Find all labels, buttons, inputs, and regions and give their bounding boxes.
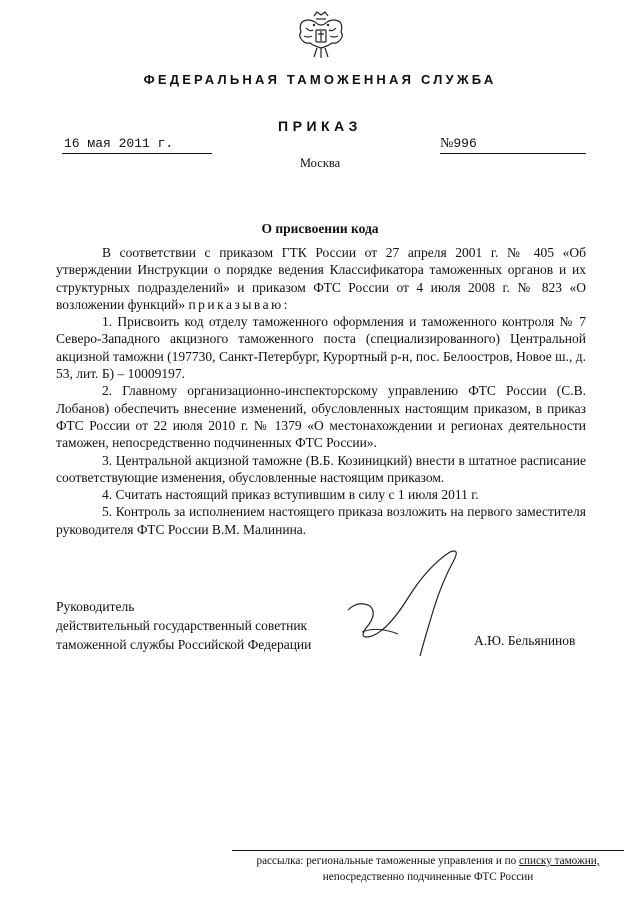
- order-item-2: 2. Главному организационно-инспекторскому управлению ФТС России (С.В. Лобанов) обеспечить внесение изменений, обусловленных настоящим приказом, в приказ ФТС России от 22 июля 2010 г. № 1379 «О местонахождении и регионах деятельности таможен, непосредственно подчиненных ФТС России».: [56, 383, 586, 451]
- document-number: 996: [453, 136, 477, 151]
- signatory-title: [56, 597, 356, 654]
- order-item-1: 1. Присвоить код отделу таможенного оформления и таможенного контроля № 7 Северо-Западного акцизного таможенного поста (специализированного) Центральной акцизной таможни (197730, Санкт-Петербург, Курортный р-н, пос. Белоостров, Новое ш., д. 53, лит. Б) – 10009197.: [56, 314, 586, 382]
- number-sign: №: [440, 136, 454, 151]
- signatory-title-line-3: таможенной службы Российской Федерации: [56, 637, 312, 652]
- order-item-4: 4. Считать настоящий приказ вступившим в силу с 1 июля 2011 г.: [102, 487, 479, 503]
- document-subject: О присвоении кода: [261, 221, 379, 236]
- preamble-paragraph: [56, 244, 586, 313]
- date-field: [62, 134, 212, 154]
- distribution-list-link: списку таможни,: [519, 855, 600, 867]
- city: Москва: [299, 156, 341, 170]
- signatory-name: А.Ю. Бельянинов: [474, 633, 576, 648]
- preamble-action: приказываю:: [188, 296, 290, 312]
- distribution-line-2: непосредственно подчиненные ФТС России: [322, 871, 534, 883]
- order-item-3: 3. Центральной акцизной таможне (В.Б. Козиницкий) внести в штатное расписание соответствующие изменения, обусловленные настоящим приказом.: [56, 452, 586, 485]
- signatory-title-line-1: Руководитель: [56, 599, 135, 614]
- agency-name: ФЕДЕРАЛЬНАЯ ТАМОЖЕННАЯ СЛУЖБА: [143, 72, 497, 87]
- distribution-prefix: рассылка: региональные таможенные управления и по: [256, 855, 520, 867]
- document-type: ПРИКАЗ: [278, 118, 362, 134]
- coat-of-arms-emblem: [296, 10, 346, 64]
- distribution-line-1: [232, 853, 624, 869]
- document-body: [56, 244, 586, 538]
- number-field: [440, 134, 586, 154]
- distribution-note: [232, 850, 624, 885]
- signatory-title-line-2: действительный государственный советник: [56, 618, 308, 633]
- handwritten-signature: [338, 548, 468, 660]
- document-date: 16 мая 2011 г.: [64, 136, 174, 151]
- preamble-text: В соответствии с приказом ГТК России от 27 апреля 2001 г. № 405 «Об утверждении Инструкции о порядке ведения Классификатора таможенных органов и их структурных подразделений» и приказом ФТС России от 4 июля 2008 г. № 823 «О возложении функций»: [56, 245, 586, 312]
- order-item-5: 5. Контроль за исполнением настоящего приказа возложить на первого заместителя руководителя ФТС России В.М. Малинина.: [56, 504, 586, 537]
